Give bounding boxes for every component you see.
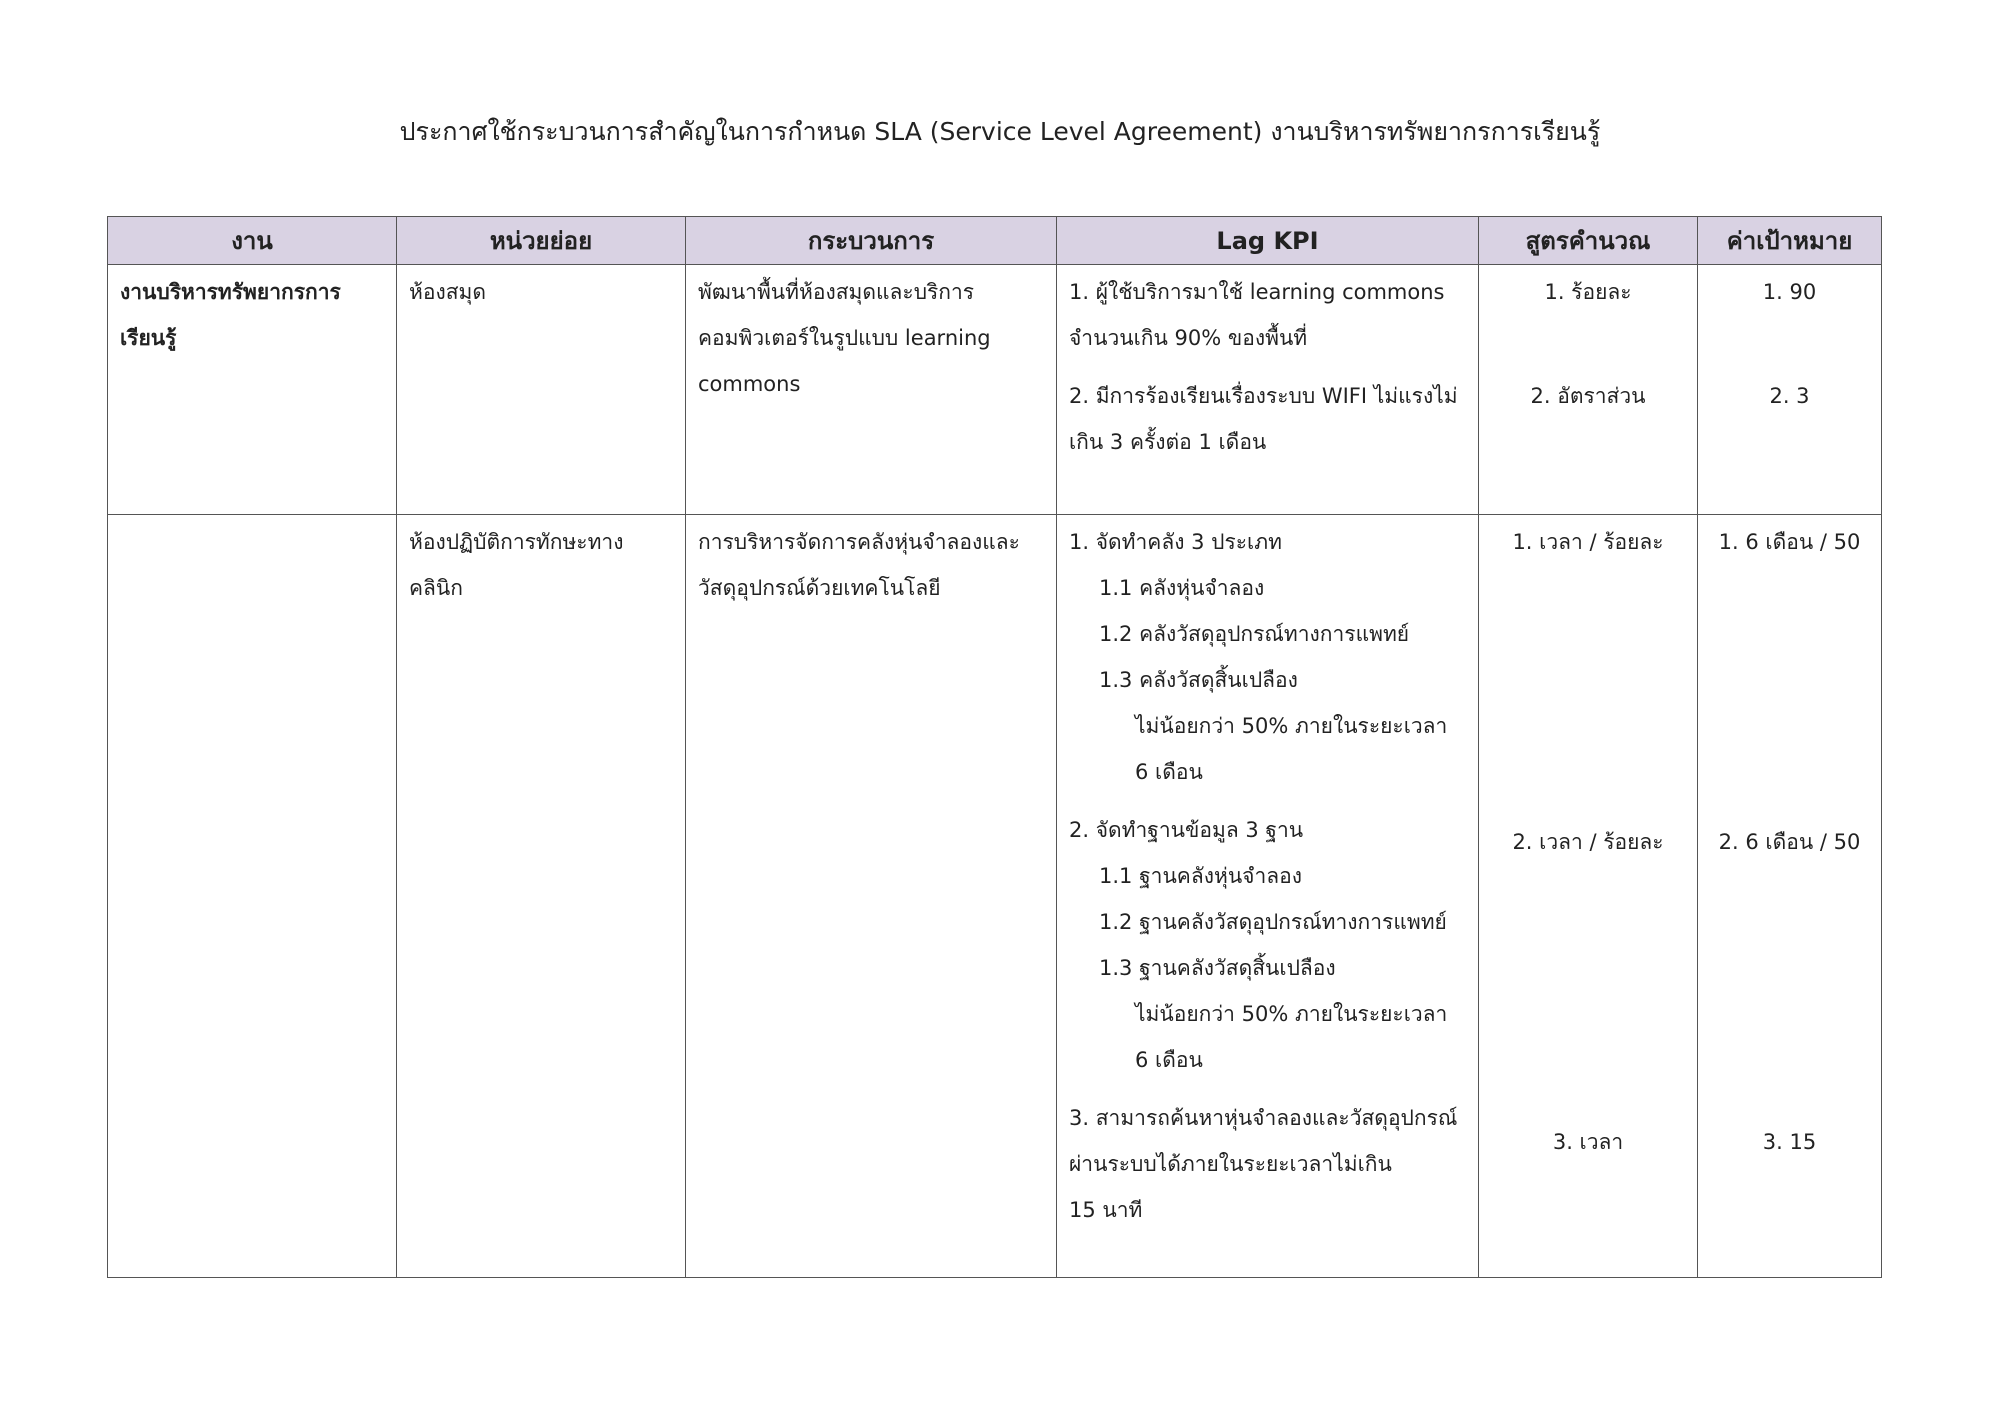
formula-value: 3. เวลา: [1552, 1130, 1624, 1154]
header-process: กระบวนการ: [686, 217, 1057, 265]
kpi-sub: 1.1 ฐานคลังหุ่นจำลอง: [1099, 864, 1303, 888]
table-row: [108, 515, 1882, 1278]
kpi-item: [1069, 269, 1466, 361]
kpi-item: [1069, 807, 1466, 1083]
unit-cell: ห้องสมุด: [397, 265, 686, 515]
kpi-cell: [1057, 265, 1479, 515]
kpi-cell: [1057, 515, 1479, 1278]
formula-value: 1. เวลา / ร้อยละ: [1512, 530, 1664, 554]
header-formula: สูตรคำนวณ: [1479, 217, 1698, 265]
target-value: 2. 6 เดือน / 50: [1718, 830, 1861, 854]
formula-cell: [1479, 515, 1698, 1278]
table-header-row: [108, 217, 1882, 265]
process-cell: การบริหารจัดการคลังหุ่นจำลองและวัสดุอุปกรณ์ด้วยเทคโนโลยี: [686, 515, 1057, 1278]
kpi-item: [1069, 1095, 1466, 1233]
kpi-tail: ไม่น้อยกว่า 50% ภายในระยะเวลา: [1135, 714, 1448, 738]
target-cell: [1698, 515, 1882, 1278]
kpi-line: 1. ผู้ใช้บริการมาใช้ learning commons: [1069, 280, 1445, 304]
target-value: 3. 15: [1762, 1130, 1817, 1154]
kpi-line: 3. สามารถค้นหาหุ่นจำลองและวัสดุอุปกรณ์: [1069, 1106, 1458, 1130]
kpi-sub: 1.1 คลังหุ่นจำลอง: [1099, 576, 1265, 600]
table-row: [108, 265, 1882, 515]
formula-value: 2. เวลา / ร้อยละ: [1512, 830, 1664, 854]
kpi-line: 2. มีการร้องเรียนเรื่องระบบ WIFI ไม่แรงไม่: [1069, 384, 1458, 408]
formula-cell: [1479, 265, 1698, 515]
process-cell: พัฒนาพื้นที่ห้องสมุดและบริการคอมพิวเตอร์ในรูปแบบ learning commons: [686, 265, 1057, 515]
header-job: งาน: [108, 217, 397, 265]
job-cell: งานบริหารทรัพยากรการเรียนรู้: [108, 265, 397, 515]
kpi-head: 2. จัดทำฐานข้อมูล 3 ฐาน: [1069, 818, 1304, 842]
kpi-line: จำนวนเกิน 90% ของพื้นที่: [1069, 326, 1308, 350]
header-unit: หน่วยย่อย: [397, 217, 686, 265]
kpi-line: 15 นาที: [1069, 1198, 1143, 1222]
job-cell: [108, 515, 397, 1278]
unit-cell: ห้องปฏิบัติการทักษะทางคลินิก: [397, 515, 686, 1278]
target-value: 1. 90: [1762, 280, 1817, 304]
sla-table: [107, 216, 1882, 1278]
header-lag-kpi: Lag KPI: [1057, 217, 1479, 265]
target-cell: [1698, 265, 1882, 515]
page-title: ประกาศใช้กระบวนการสำคัญในการกำหนด SLA (Service Level Agreement) งานบริหารทรัพยากรการเรียนรู้: [399, 117, 1601, 146]
target-value: 2. 3: [1769, 384, 1810, 408]
formula-value: 1. ร้อยละ: [1544, 280, 1632, 304]
kpi-sub: 1.2 ฐานคลังวัสดุอุปกรณ์ทางการแพทย์: [1099, 910, 1447, 934]
target-value: 1. 6 เดือน / 50: [1718, 530, 1861, 554]
formula-value: 2. อัตราส่วน: [1530, 384, 1646, 408]
kpi-sub: 1.3 คลังวัสดุสิ้นเปลือง: [1099, 668, 1298, 692]
kpi-tail: 6 เดือน: [1135, 760, 1203, 784]
kpi-head: 1. จัดทำคลัง 3 ประเภท: [1069, 530, 1282, 554]
kpi-line: ผ่านระบบได้ภายในระยะเวลาไม่เกิน: [1069, 1152, 1392, 1176]
kpi-sub: 1.3 ฐานคลังวัสดุสิ้นเปลือง: [1099, 956, 1336, 980]
kpi-tail: 6 เดือน: [1135, 1048, 1203, 1072]
kpi-item: [1069, 519, 1466, 795]
kpi-sub: 1.2 คลังวัสดุอุปกรณ์ทางการแพทย์: [1099, 622, 1410, 646]
kpi-item: [1069, 373, 1466, 465]
kpi-tail: ไม่น้อยกว่า 50% ภายในระยะเวลา: [1135, 1002, 1448, 1026]
header-target: ค่าเป้าหมาย: [1698, 217, 1882, 265]
kpi-line: เกิน 3 ครั้งต่อ 1 เดือน: [1069, 430, 1267, 454]
